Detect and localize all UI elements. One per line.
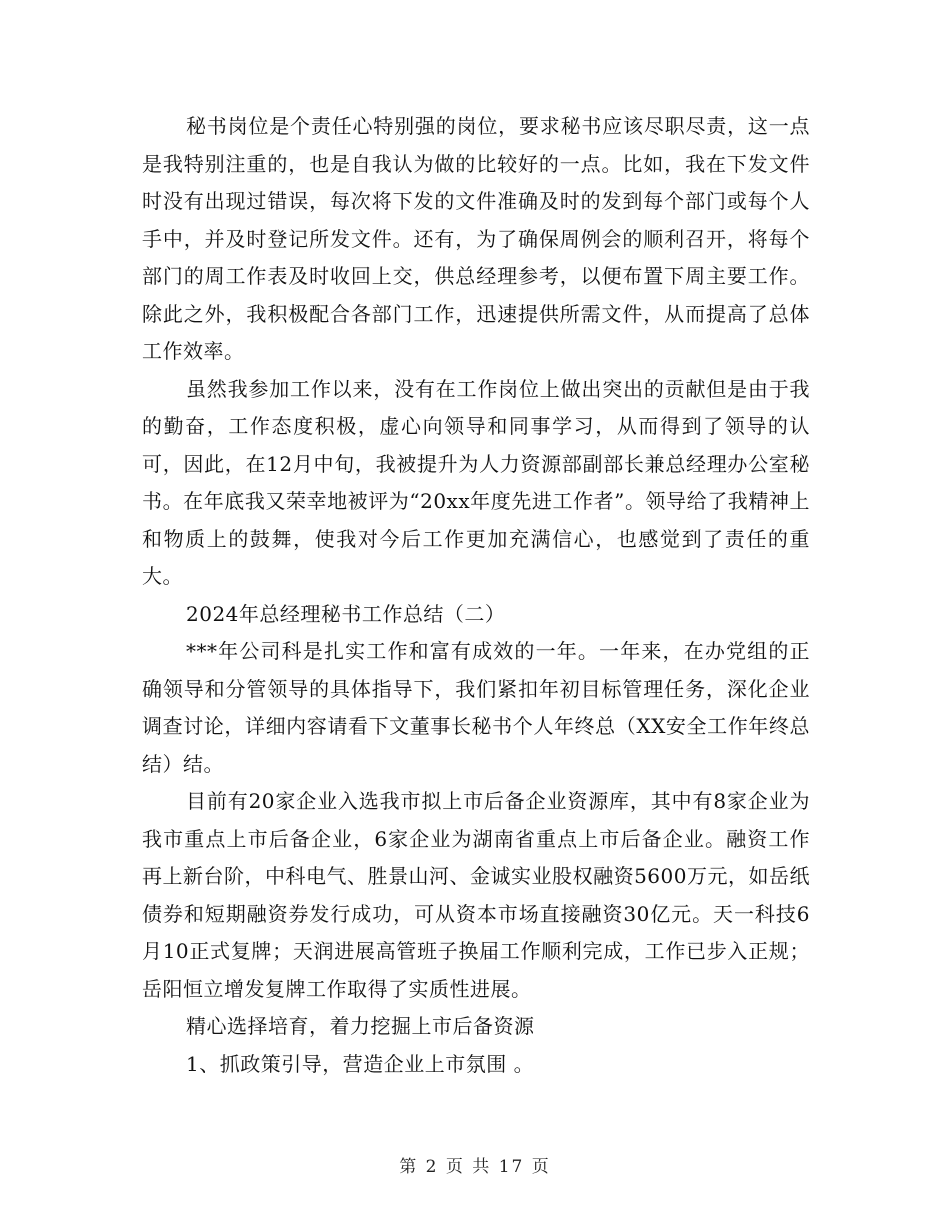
list-item-policy-guidance: 1、抓政策引导，营造企业上市氛围 。: [186, 1051, 535, 1076]
page-number-footer: 第 2 页 共 17 页: [399, 1157, 551, 1177]
subheading-cultivation: 精心选择培育，着力挖掘上市后备资源: [186, 1014, 535, 1038]
paragraph-promotion: 虽然我参加工作以来，没有在工作岗位上做出突出的贡献但是由于我的勤奋，工作态度积极，虚心向领导和同事学习，从而得到了领导的认可，因此，在12月中旬，我被提升为人力资源部副部长兼总经理办公室秘书。在年底我又荣幸地被评为“20xx年度先进工作者”。领导给了我精神上和物质上的鼓舞，使我对今后工作更加充满信心，也感觉到了责任的重大。: [142, 376, 810, 588]
section-title: 2024年总经理秘书工作总结（二）: [186, 601, 506, 626]
paragraph-listed-companies: 目前有20家企业入选我市拟上市后备企业资源库，其中有8家企业为我市重点上市后备企业，6家企业为湖南省重点上市后备企业。融资工作再上新台阶，中科电气、胜景山河、金诚实业股权融资5600万元，如岳纸债券和短期融资券发行成功，可从资本市场直接融资30亿元。天一科技6月10正式复牌；天润进展高管班子换届工作顺利完成，工作已步入正规；岳阳恒立增发复牌工作取得了实质性进展。: [142, 789, 810, 1001]
paragraph-company-year: ***年公司科是扎实工作和富有成效的一年。一年来，在办党组的正确领导和分管领导的具体指导下，我们紧扣年初目标管理任务，深化企业调查讨论，详细内容请看下文董事长秘书个人年终总（XX安全工作年终总结）结。: [142, 639, 810, 776]
document-body: [142, 108, 810, 1083]
paragraph-secretary-duties: 秘书岗位是个责任心特别强的岗位，要求秘书应该尽职尽责，这一点是我特别注重的，也是自我认为做的比较好的一点。比如，我在下发文件时没有出现过错误，每次将下发的文件准确及时的发到每个部门或每个人手中，并及时登记所发文件。还有，为了确保周例会的顺利召开，将每个部门的周工作表及时收回上交，供总经理参考，以便布置下周主要工作。除此之外，我积极配合各部门工作，迅速提供所需文件，从而提高了总体工作效率。: [142, 114, 810, 363]
